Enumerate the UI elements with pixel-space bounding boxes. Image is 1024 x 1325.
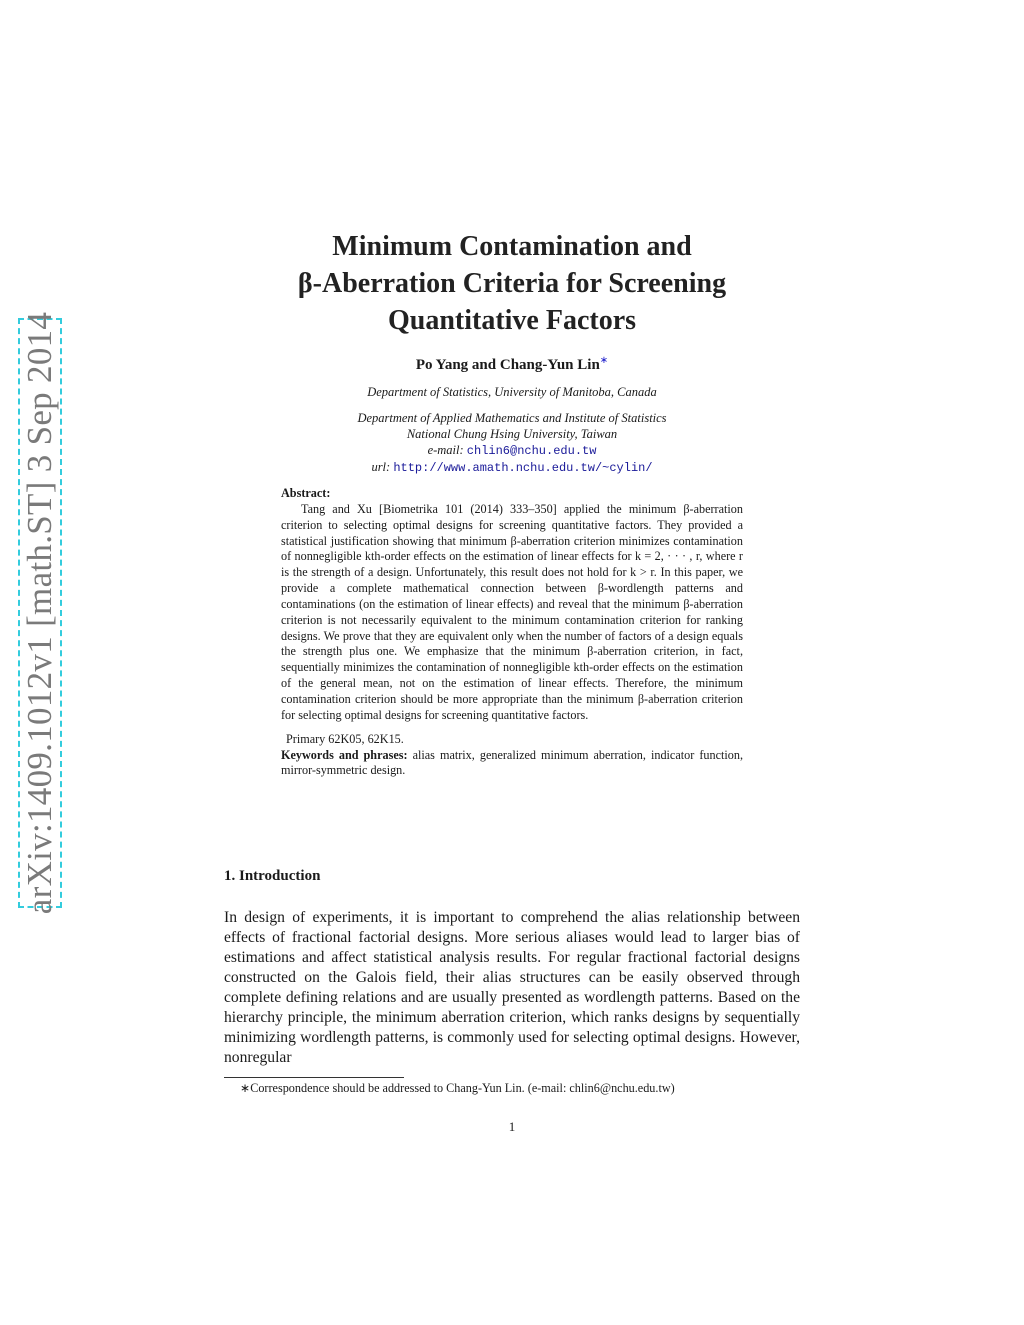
- paper-title: [200, 228, 824, 339]
- title-line-2: β-Aberration Criteria for Screening: [297, 268, 727, 299]
- email-link[interactable]: chlin6@nchu.edu.tw: [466, 444, 597, 458]
- abstract-text: Tang and Xu [Biometrika 101 (2014) 333–350] applied the minimum β-aberration criterion to selecting optimal designs for screening quantitative factors. They provided a statistical justification showing that minimum β-aberration criterion minimizes contamination of nonnegligible kth-order effects on the estimation of linear effects for k = 2, · · · , r, where r is the strength of a design. Unfortunately, this result does not hold for k > r. In this paper, we provide a complete mathematical connection between β-wordlength patterns and contaminations (on the estimation of linear effects) and reveal that the minimum β-aberration criterion is not necessarily equivalent to the minimum contamination criterion for ranking designs. We prove that they are equivalent only when the number of factors of a design equals the strength plus one. We emphasize that the minimum β-aberration criterion, in fact, sequentially minimizes the contamination of nonnegligible kth-order effects on the estimation of the general mean, not on the estimation of linear effects. Therefore, the minimum contamination criterion should be more appropriate than the minimum β-aberration criterion for selecting optimal designs for screening quantitative factors.: [281, 501, 743, 722]
- arxiv-stamp: [18, 311, 62, 915]
- keywords-label: Keywords and phrases:: [281, 747, 408, 762]
- keywords: [281, 748, 743, 780]
- authors: [200, 355, 824, 374]
- url-line: [200, 459, 824, 476]
- author-names: Po Yang and Chang-Yun Lin: [415, 357, 600, 373]
- email-line: [200, 442, 824, 459]
- classification: Primary 62K05, 62K15.: [286, 731, 404, 746]
- affiliation-2: [200, 410, 824, 476]
- affiliation-1: [200, 384, 824, 400]
- section-heading: 1. Introduction: [224, 868, 321, 884]
- abstract: [281, 486, 743, 779]
- affiliation-1-text: Department of Statistics, University of Manitoba, Canada: [367, 385, 657, 399]
- title-line-1: Minimum Contamination and: [332, 231, 692, 262]
- arxiv-stamp-text: arXiv:1409.1012v1 [math.ST] 3 Sep 2014: [20, 311, 59, 915]
- keywords-text: alias matrix, generalized minimum aberration, indicator function, mirror-symmetric design.: [281, 747, 743, 778]
- page-number: 1: [508, 1119, 516, 1134]
- url-label: url:: [371, 460, 391, 474]
- affiliation-2-line-1: Department of Applied Mathematics and Institute of Statistics: [357, 411, 667, 425]
- footnote: ∗Correspondence should be addressed to Chang-Yun Lin. (e-mail: chlin6@nchu.edu.tw): [240, 1081, 675, 1095]
- affiliation-2-line-2: National Chung Hsing University, Taiwan: [406, 427, 618, 441]
- footnote-rule: [224, 1077, 404, 1078]
- abstract-heading: Abstract:: [281, 486, 331, 500]
- title-line-3: Quantitative Factors: [387, 305, 637, 336]
- introduction-text: In design of experiments, it is important to comprehend the alias relationship between effects of fractional factorial designs. More serious aliases would lead to larger bias of estimations and affect statistical analysis results. For regular fractional factorial designs constructed on the Galois field, their alias structures can be easily observed through complete defining relations and are usually presented as wordlength patterns. Based on the hierarchy principle, the minimum aberration criterion, which ranks designs by sequentially minimizing wordlength patterns, is commonly used for selecting optimal designs. However, nonregular: [224, 909, 800, 1066]
- email-label: e-mail:: [427, 443, 464, 457]
- url-link[interactable]: http://www.amath.nchu.edu.tw/~cylin/: [393, 461, 653, 475]
- footnote-mark[interactable]: ∗: [599, 355, 609, 366]
